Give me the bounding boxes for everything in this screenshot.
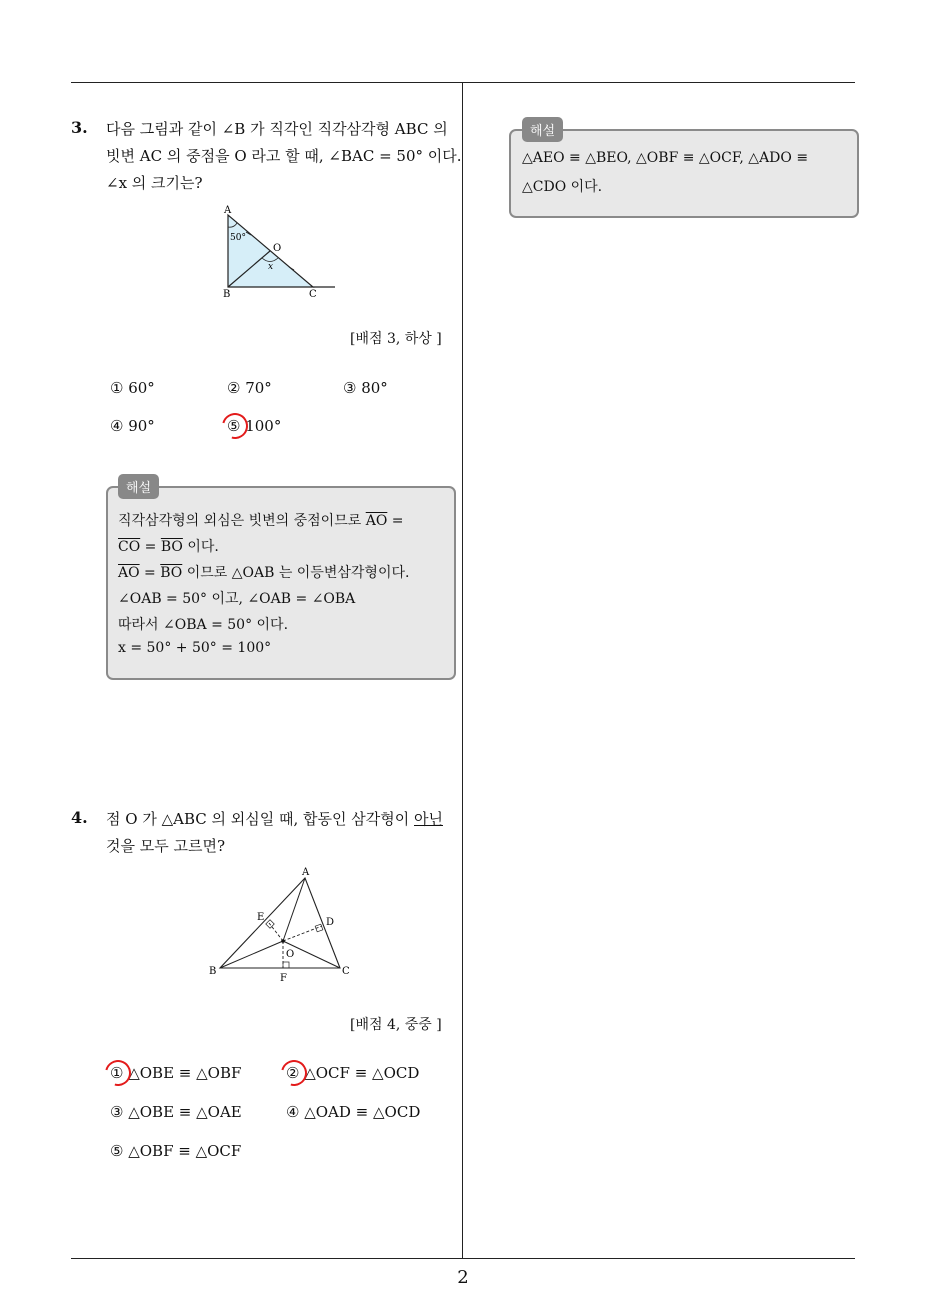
label-f: F xyxy=(280,973,287,984)
label-b: B xyxy=(223,289,231,298)
problem-4-line-1: 점 O 가 △ABC 의 외심일 때, 합동인 삼각형이 아닌 xyxy=(106,810,443,828)
segment-bo xyxy=(220,941,283,968)
label-o: O xyxy=(273,243,282,254)
problem-3-choice-5[interactable]: ⑤ 100° xyxy=(227,417,282,435)
problem-4-choice-5[interactable]: ⑤ △OBF ≡ △OCF xyxy=(110,1142,242,1160)
problem-3-figure xyxy=(218,203,348,298)
label-b: B xyxy=(209,966,217,977)
problem-3-choice-1[interactable]: ① 60° xyxy=(110,379,155,397)
problem-4-choice-4[interactable]: ④ △OAD ≡ △OCD xyxy=(286,1103,421,1121)
right-explanation-line-2: △CDO 이다. xyxy=(522,179,603,195)
triangle-abc xyxy=(220,878,340,968)
column-divider xyxy=(462,83,463,1258)
point-o xyxy=(281,939,285,943)
problem-3-line-2: 빗변 AC 의 중점을 O 라고 할 때, ∠BAC = 50° 이다. xyxy=(106,147,462,165)
problem-3-answer-mark xyxy=(217,408,253,444)
problem-4-line-2: 것을 모두 고르면? xyxy=(106,837,226,855)
label-c: C xyxy=(342,966,350,977)
explanation-line-5: 따라서 ∠OBA = 50° 이다. xyxy=(118,617,289,633)
label-a: A xyxy=(302,867,310,878)
label-angle: 50° xyxy=(230,233,246,243)
problem-4-choice-3[interactable]: ③ △OBE ≡ △OAE xyxy=(110,1103,242,1121)
problem-4-figure xyxy=(205,866,365,986)
right-explanation-line-1: △AEO ≡ △BEO, △OBF ≡ △OCF, △ADO ≡ xyxy=(522,150,809,166)
problem-4-score: [배점 4, 중중 ] xyxy=(350,1017,442,1033)
label-c: C xyxy=(309,289,317,298)
label-e: E xyxy=(257,912,265,923)
explanation-line-1: 직각삼각형의 외심은 빗변의 중점이므로 $\overline{AO}$ = xyxy=(118,513,404,529)
explanation-line-6: x = 50° + 50° = 100° xyxy=(118,640,272,656)
problem-3-choice-2[interactable]: ② 70° xyxy=(227,379,272,397)
problem-4-answer-mark-2 xyxy=(276,1055,312,1091)
problem-3-number: 3. xyxy=(71,118,88,137)
problem-3-choice-3[interactable]: ③ 80° xyxy=(343,379,388,397)
problem-4-choice-1[interactable]: ① △OBE ≡ △OBF xyxy=(110,1064,242,1082)
label-o: O xyxy=(286,949,295,960)
problem-4-answer-mark-1 xyxy=(100,1055,136,1091)
page-number: 2 xyxy=(457,1267,469,1288)
problem-3-line-1: 다음 그림과 같이 ∠B 가 직각인 직각삼각형 ABC 의 xyxy=(106,120,448,138)
segment-oe xyxy=(269,923,283,941)
problem-3-score: [배점 3, 하상 ] xyxy=(350,331,442,347)
problem-3-choice-4[interactable]: ④ 90° xyxy=(110,417,155,435)
right-angle-f xyxy=(283,962,289,968)
problem-3-explanation-tag: 해설 xyxy=(118,474,159,499)
right-explanation-tag: 해설 xyxy=(522,117,563,142)
label-x: x xyxy=(268,262,274,272)
label-a: A xyxy=(224,205,232,216)
right-explanation-box xyxy=(509,129,859,218)
explanation-line-2: $\overline{CO} = \overline{BO}$ 이다. xyxy=(118,539,219,555)
top-rule xyxy=(71,82,855,83)
problem-4-number: 4. xyxy=(71,808,88,827)
explanation-line-4: ∠OAB = 50° 이고, ∠OAB = ∠OBA xyxy=(118,591,356,607)
label-d: D xyxy=(326,917,335,928)
problem-4-choice-2[interactable]: ② △OCF ≡ △OCD xyxy=(286,1064,420,1082)
problem-3-line-3: ∠x 의 크기는? xyxy=(106,174,203,192)
segment-ao xyxy=(283,878,305,941)
bottom-rule xyxy=(71,1258,855,1259)
explanation-line-3: $\overline{AO} = \overline{BO}$ 이므로 △OAB 는 이등변삼각형이다. xyxy=(118,565,410,581)
